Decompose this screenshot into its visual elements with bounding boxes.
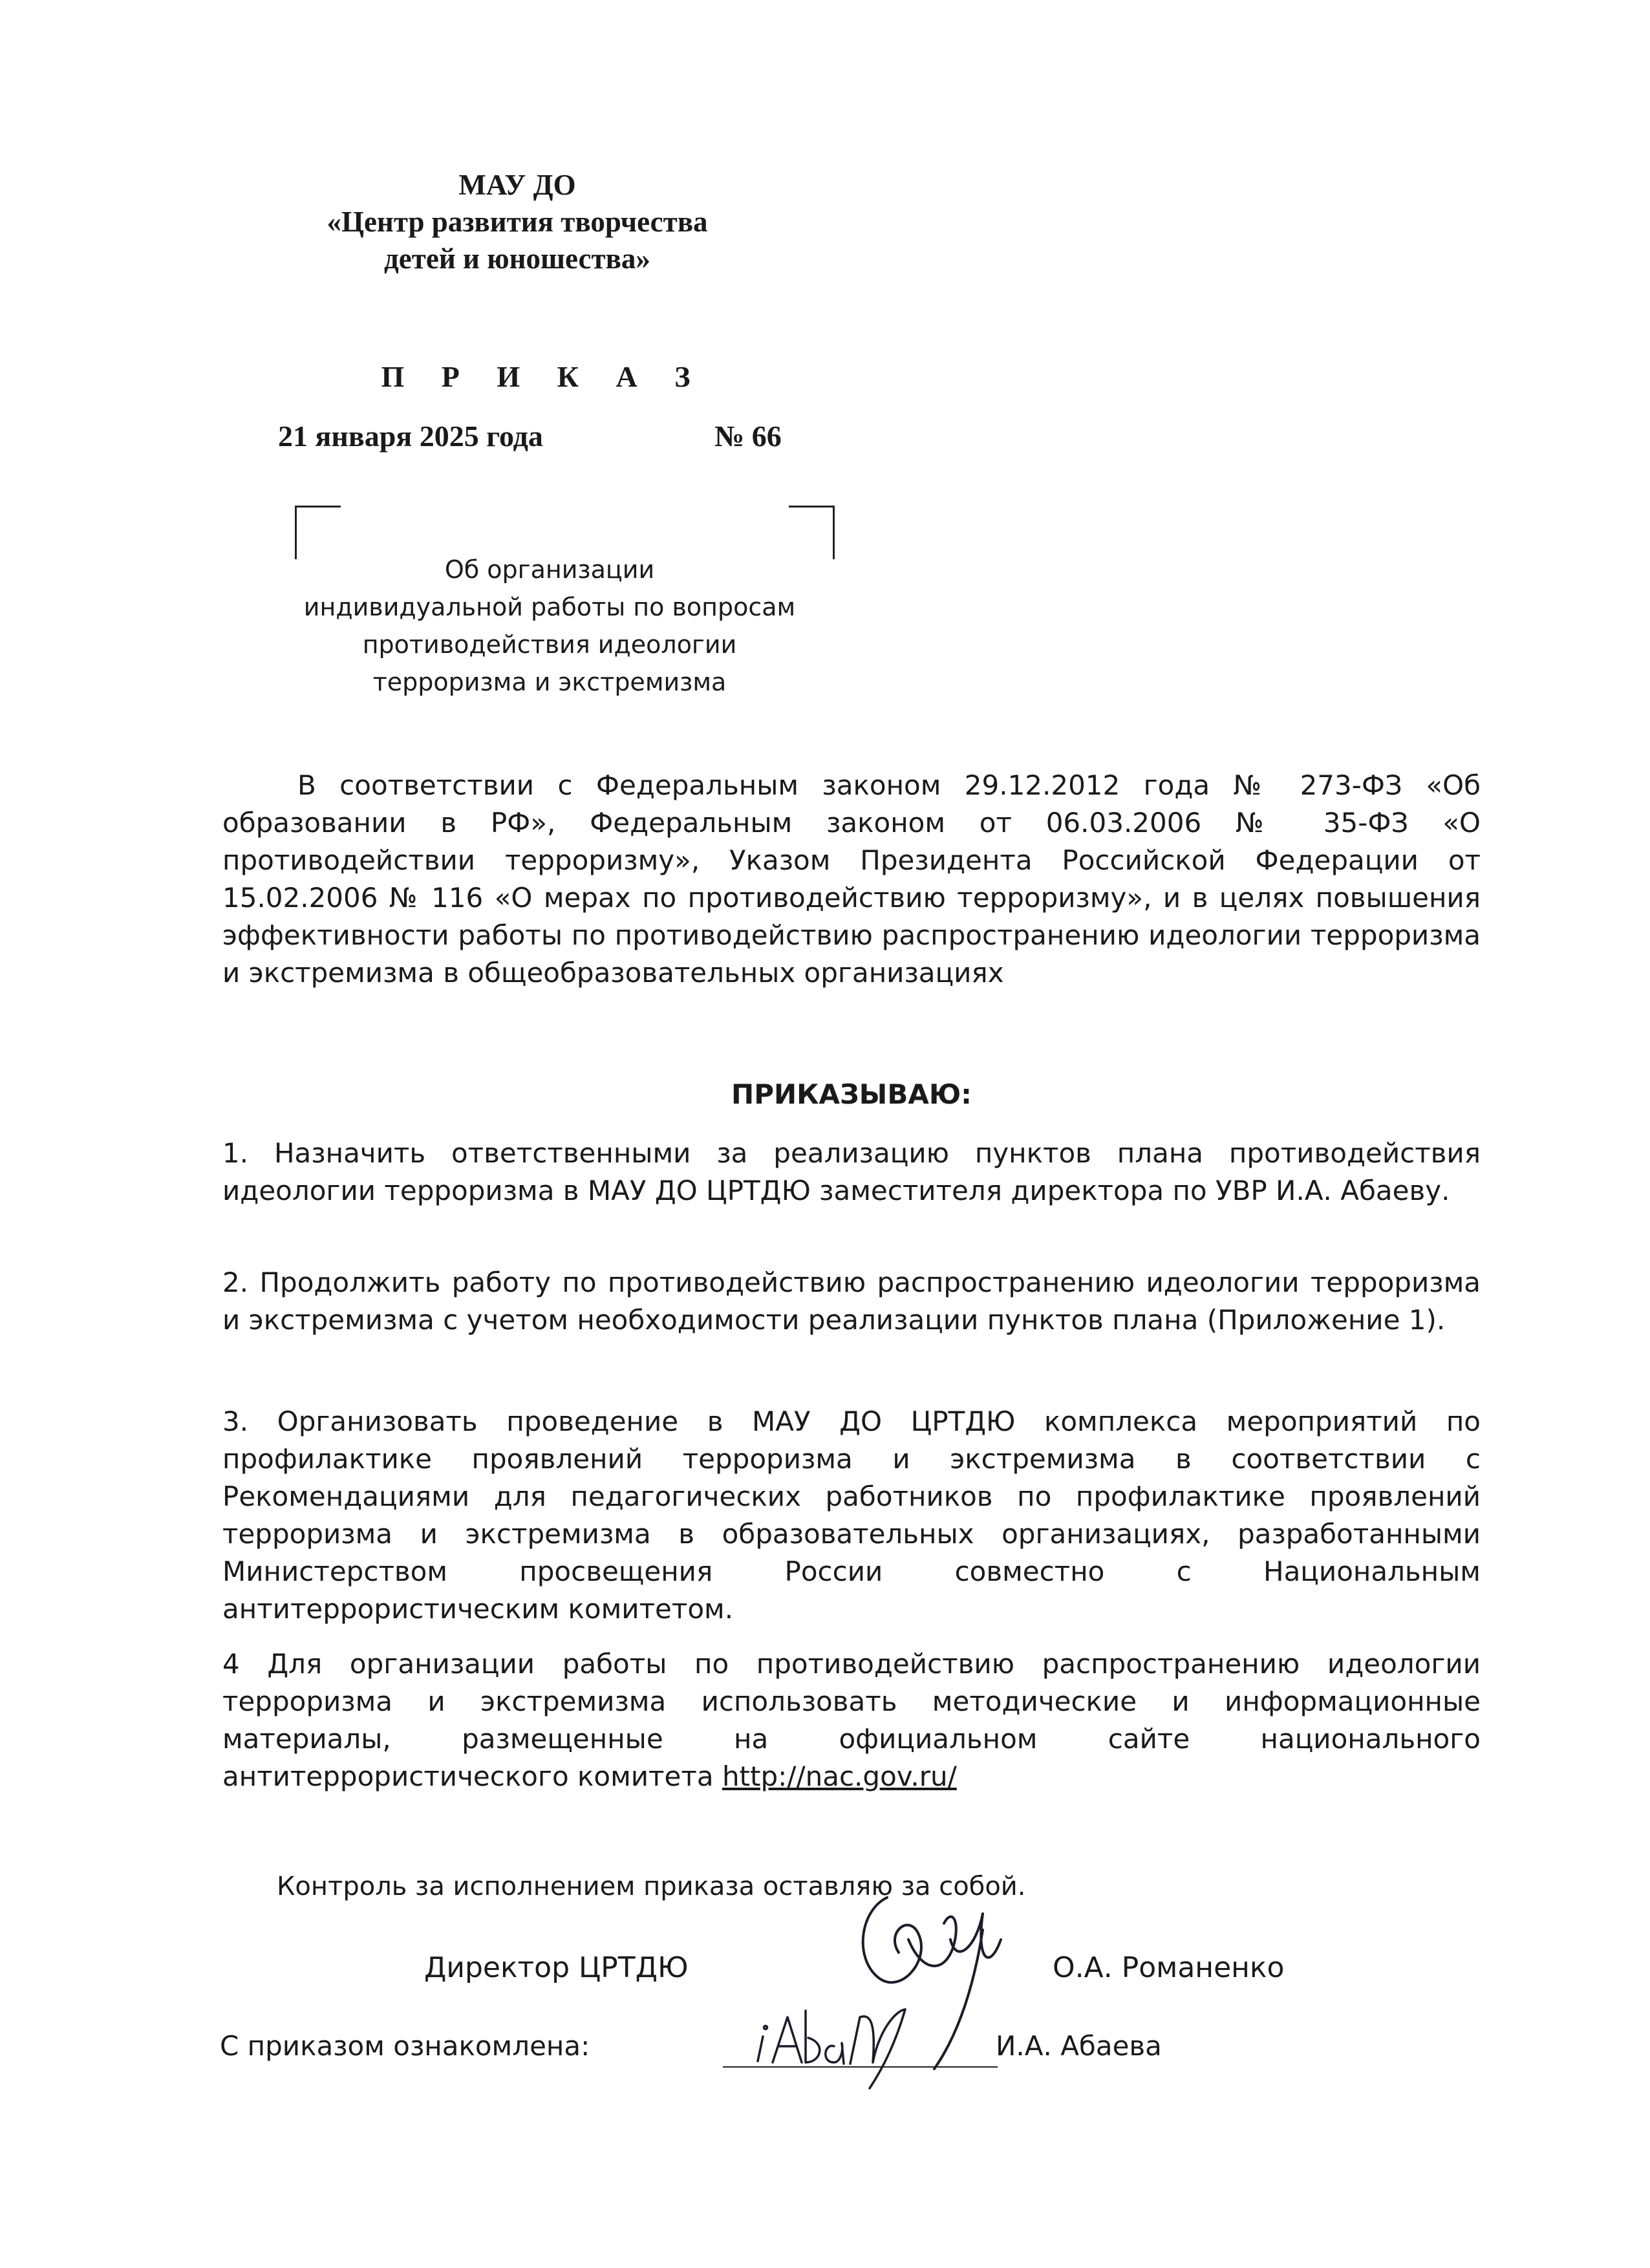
control-statement: Контроль за исполнением приказа оставляю за собой. [277,1872,1026,1901]
acknowledgement-label: С приказом ознакомлена: [220,2030,590,2062]
order-item-4 [222,1645,1481,1795]
preamble-paragraph: В соответствии с Федеральным законом 29.12.2012 года № 273-ФЗ «Об образовании в РФ», Федеральным законом от 06.03.2006 № 35-ФЗ «О противодействии терроризму», Указом Президента Российской Федерации от 15.02.2006 № 116 «О мерах по противодействию терроризму», и в целях повышения эффективности работы по противодействию распространению идеологии терроризма и экстремизма в общеобразовательных организациях [222,769,1481,989]
order-item-3: 3. Организовать проведение в МАУ ДО ЦРТДЮ комплекса мероприятий по профилактике проявлений терроризма и экстремизма в соответствии с Рекомендациями для педагогических работников по профилактике проявлений терроризма и экстремизма в образовательных организациях, разработанными Министерством просвещения России совместно с Национальным антитеррористическим комитетом. [222,1406,1481,1625]
order-number: № 66 [714,420,782,453]
director-title: Директор ЦРТДЮ [424,1951,689,1984]
subject-line: индивидуальной работы по вопросам [303,593,796,621]
order-date: 21 января 2025 года [278,420,543,453]
order-subject [284,551,815,701]
subject-line: Об организации [444,555,655,584]
orders-heading: ПРИКАЗЫВАЮ: [731,1078,972,1110]
subject-line: терроризма и экстремизма [372,668,727,696]
acknowledged-name: И.А. Абаева [996,2030,1162,2062]
org-line: «Центр развития творчества [327,206,708,238]
nac-link[interactable]: http://nac.gov.ru/ [722,1760,957,1792]
signature-line [723,2066,998,2068]
director-name: О.А. Романенко [1053,1951,1285,1984]
order-item-1: 1. Назначить ответственными за реализацию пунктов плана противодействия идеологии терроризма в МАУ ДО ЦРТДЮ заместителя директора по УВР И.А. Абаеву. [222,1137,1481,1206]
order-item-2: 2. Продолжить работу по противодействию распространению идеологии терроризма и экстремизма с учетом необходимости реализации пунктов плана (Приложение 1). [222,1267,1481,1336]
subject-line: противодействия идеологии [362,630,737,659]
org-line: МАУ ДО [458,169,576,201]
order-item-4-text: 4 Для организации работы по противодействию распространению идеологии терроризма и экстремизма использовать методические и информационные материалы, размещенные на официальном сайте национального антитеррористического комитета [222,1648,1481,1792]
organization-header [194,167,841,277]
org-line: детей и юношества» [384,242,650,275]
order-title: П Р И К А З [381,360,705,393]
